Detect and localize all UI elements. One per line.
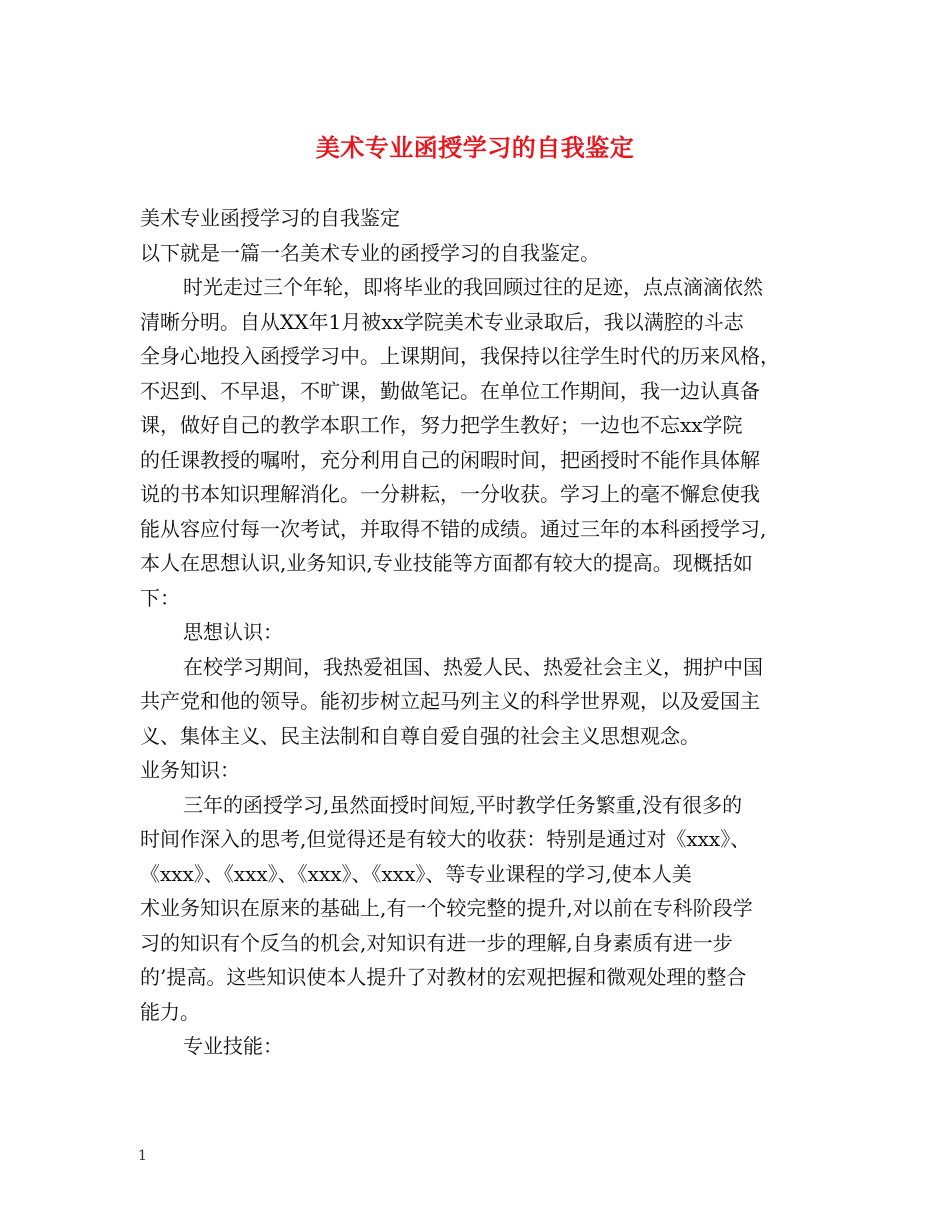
- text-line: 专业技能：: [183, 1034, 283, 1058]
- text-line: 思想认识：: [183, 620, 283, 644]
- text-line: 术业务知识在原来的基础上,有一个较完整的提升,对以前在专科阶段学: [140, 896, 753, 920]
- text-line: 义、集体主义、民主法制和自尊自爱自强的社会主义思想观念。: [140, 723, 700, 748]
- text-line: 习的知识有个反刍的机会,对知识有进一步的理解,自身素质有进一步: [140, 930, 733, 955]
- text-line: 能力。: [140, 999, 200, 1024]
- text-line: 三年的函授学习,虽然面授时间短,平时教学任务繁重,没有很多的: [183, 792, 743, 817]
- text-line: 美术专业函授学习的自我鉴定: [140, 206, 400, 230]
- text-line: 业务知识：: [140, 758, 240, 782]
- text-line: 下：: [140, 585, 180, 610]
- document-body: [140, 201, 820, 1064]
- text-line: 能从容应付每一次考试，并取得不错的成绩。通过三年的本科函授学习,: [140, 516, 767, 541]
- text-line: 的’提高。这些知识使本人提升了对教材的宏观把握和微观处理的整合: [140, 965, 747, 989]
- text-line: 的任课教授的嘱咐，充分利用自己的闲暇时间，把函授时不能作具体解: [140, 447, 760, 472]
- text-line: 共产党和他的领导。能初步树立起马列主义的科学世界观，以及爱国主: [140, 689, 760, 713]
- text-line: 本人在思想认识,业务知识,专业技能等方面都有较大的提高。现概括如: [140, 551, 753, 575]
- document-title: 美术专业函授学习的自我鉴定: [315, 133, 635, 162]
- text-line: 《xxx》、《xxx》、《xxx》、《xxx》、等专业课程的学习,使本人美: [140, 861, 692, 886]
- text-line: 以下就是一篇一名美术专业的函授学习的自我鉴定。: [140, 240, 600, 265]
- text-line: 不迟到、不早退，不旷课，勤做笔记。在单位工作期间，我一边认真备: [140, 378, 760, 403]
- text-line: 全身心地投入函授学习中。上课期间，我保持以往学生时代的历来风格，: [140, 344, 780, 368]
- text-line: 说的书本知识理解消化。一分耕耘，一分收获。学习上的毫不懈怠使我: [140, 482, 760, 506]
- text-line: 时间作深入的思考,但觉得还是有较大的收获：特别是通过对《xxx》、: [140, 827, 751, 851]
- text-line: 课，做好自己的教学本职工作，努力把学生教好；一边也不忘xx学院: [140, 413, 743, 437]
- text-line: 时光走过三个年轮，即将毕业的我回顾过往的足迹，点点滴滴依然: [183, 275, 763, 299]
- page-number: 1: [138, 1148, 147, 1164]
- text-line: 清晰分明。自从XX年1月被xx学院美术专业录取后，我以满腔的斗志: [140, 309, 744, 334]
- text-line: 在校学习期间，我热爱祖国、热爱人民、热爱社会主义，拥护中国: [183, 654, 763, 679]
